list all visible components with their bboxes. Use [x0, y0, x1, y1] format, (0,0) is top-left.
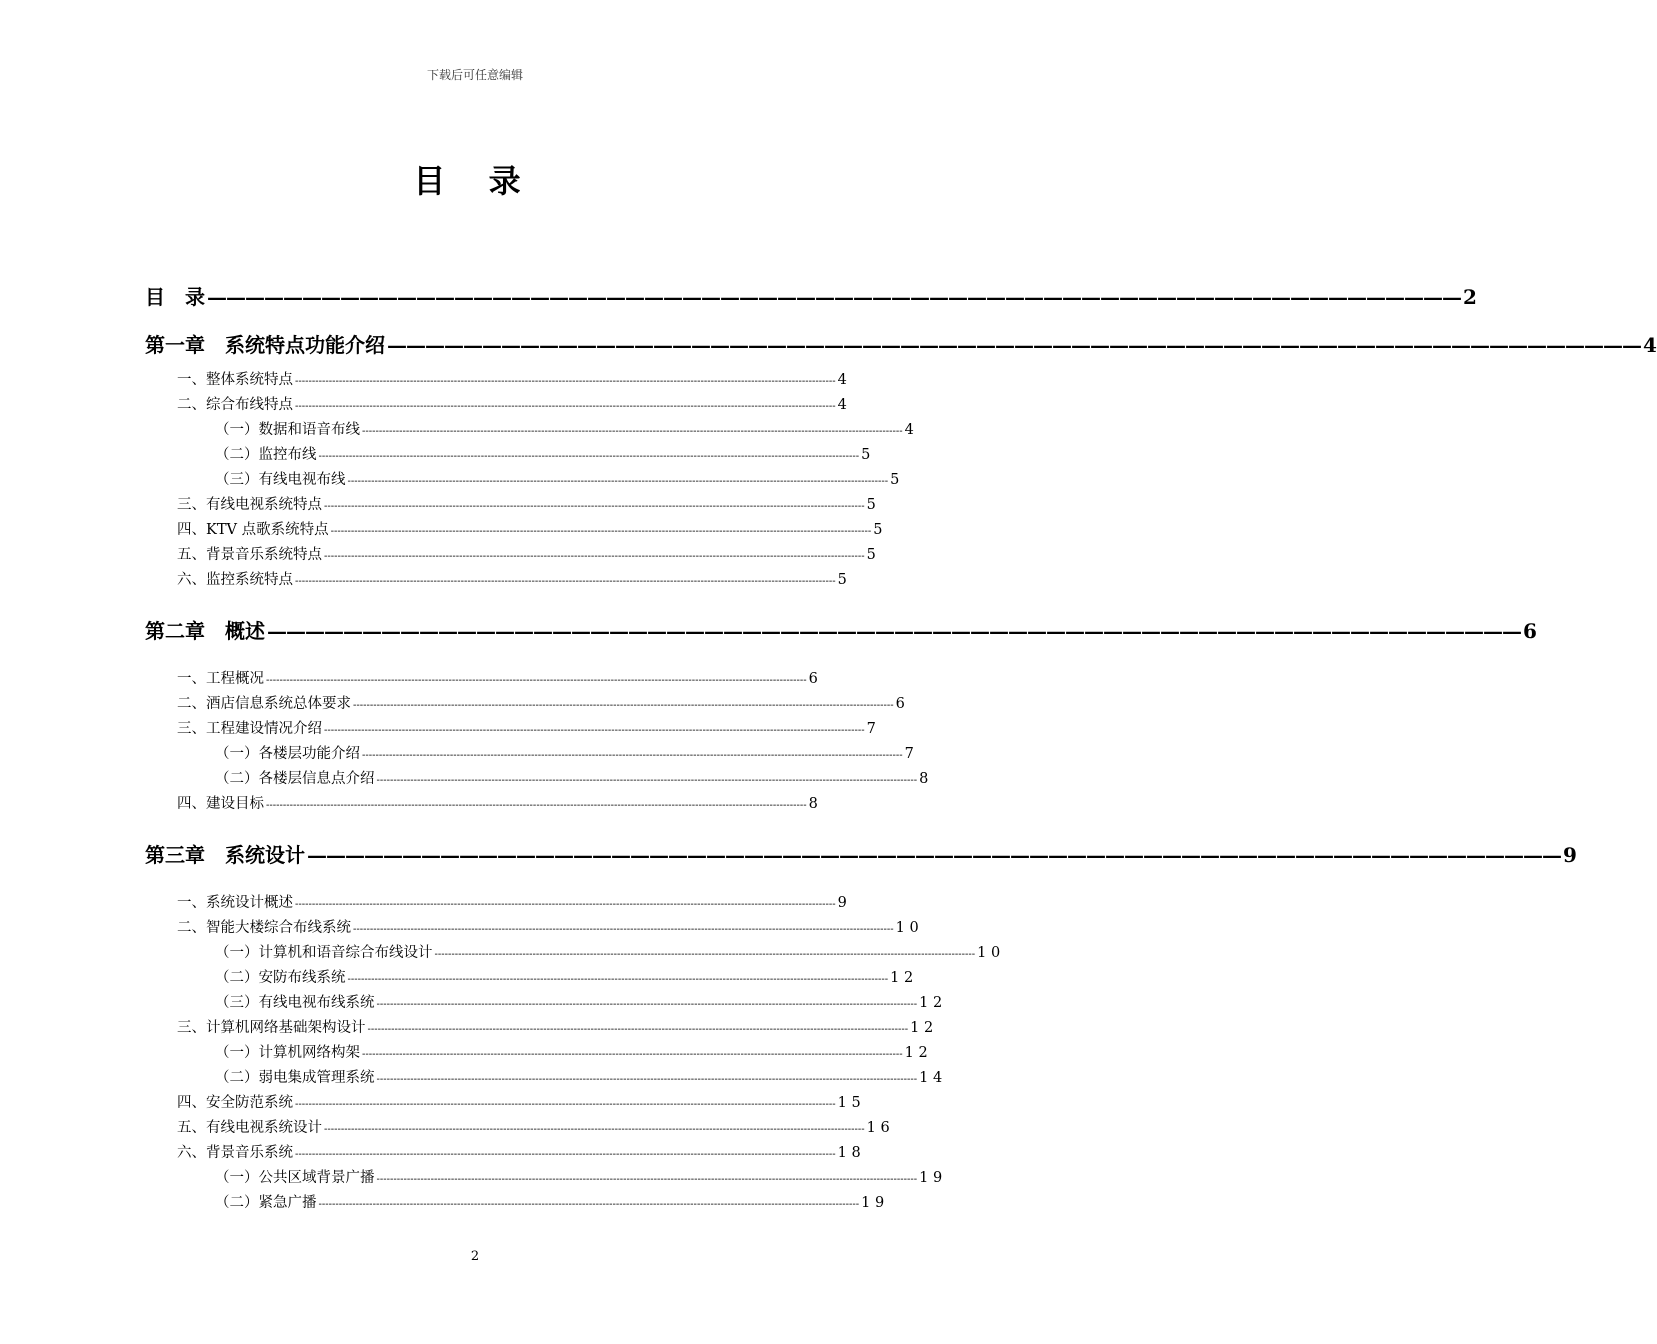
toc-page-number: 5: [861, 447, 871, 463]
toc-page-number: 4: [904, 422, 914, 438]
document-title: 目 录: [413, 162, 537, 200]
dot-leader: ----------------------------------------------------------------------------------------------------------------------------------------------------------------: [295, 1099, 836, 1110]
toc-entry[interactable]: （三）有线电视布线系统 ---------------------------------------------------------------------------------------------------------------------------------------------------------------- 1 2: [215, 995, 943, 1011]
toc-entry[interactable]: （二）弱电集成管理系统 ---------------------------------------------------------------------------------------------------------------------------------------------------------------- 1 4: [215, 1070, 943, 1086]
toc-entry[interactable]: 三、有线电视系统特点 ---------------------------------------------------------------------------------------------------------------------------------------------------------------- 5: [177, 497, 876, 513]
toc-entry[interactable]: 一、系统设计概述 ---------------------------------------------------------------------------------------------------------------------------------------------------------------- 9: [177, 895, 847, 911]
dot-leader: ——————————————————————————————————————————————————————————————————: [267, 619, 1521, 643]
toc-page-number: 1 2: [919, 995, 943, 1011]
dot-leader: ----------------------------------------------------------------------------------------------------------------------------------------------------------------: [367, 1024, 909, 1035]
dot-leader: ----------------------------------------------------------------------------------------------------------------------------------------------------------------: [353, 924, 894, 935]
dot-leader: ----------------------------------------------------------------------------------------------------------------------------------------------------------------: [295, 576, 836, 587]
toc-page-number: 1 9: [861, 1195, 885, 1211]
toc-entry[interactable]: 六、监控系统特点 ---------------------------------------------------------------------------------------------------------------------------------------------------------------- 5: [177, 572, 847, 588]
toc-page-number: 9: [837, 895, 847, 911]
toc-entry[interactable]: （一）计算机和语音综合布线设计 ---------------------------------------------------------------------------------------------------------------------------------------------------------------- 1 0: [215, 945, 1001, 961]
toc-page-number: 1 5: [837, 1095, 861, 1111]
toc-entry[interactable]: 三、工程建设情况介绍 ---------------------------------------------------------------------------------------------------------------------------------------------------------------- 7: [177, 721, 876, 737]
dot-leader: ----------------------------------------------------------------------------------------------------------------------------------------------------------------: [295, 376, 836, 387]
toc-page-number: 4: [837, 397, 847, 413]
toc-page-number: 1 9: [919, 1170, 943, 1186]
dot-leader: ----------------------------------------------------------------------------------------------------------------------------------------------------------------: [376, 999, 918, 1010]
toc-page-number: 1 6: [866, 1120, 890, 1136]
toc-entry[interactable]: 一、整体系统特点 ---------------------------------------------------------------------------------------------------------------------------------------------------------------- 4: [177, 372, 847, 388]
toc-page-number: 7: [904, 746, 914, 762]
dot-leader: ----------------------------------------------------------------------------------------------------------------------------------------------------------------: [324, 501, 865, 512]
toc-page-number: 5: [866, 497, 876, 513]
toc-entry[interactable]: 二、综合布线特点 ---------------------------------------------------------------------------------------------------------------------------------------------------------------- 4: [177, 397, 847, 413]
toc-entry[interactable]: 第二章 概述 —————————————————————————————————————————————————————————————————— 6: [145, 619, 1537, 643]
toc-entry[interactable]: 第一章 系统特点功能介绍 —————————————————————————————————————————————————————————————————— 4: [145, 333, 1657, 357]
toc-page-number: 5: [873, 522, 883, 538]
toc-page-number: 8: [808, 796, 818, 812]
toc-entry[interactable]: （二）安防布线系统 ---------------------------------------------------------------------------------------------------------------------------------------------------------------- 1 2: [215, 970, 914, 986]
toc-entry[interactable]: 五、背景音乐系统特点 ---------------------------------------------------------------------------------------------------------------------------------------------------------------- 5: [177, 547, 876, 563]
dot-leader: ----------------------------------------------------------------------------------------------------------------------------------------------------------------: [295, 1149, 836, 1160]
toc-entry[interactable]: （一）计算机网络构架 ---------------------------------------------------------------------------------------------------------------------------------------------------------------- 1 2: [215, 1045, 928, 1061]
toc-page-number: 9: [1563, 843, 1577, 867]
dot-leader: ----------------------------------------------------------------------------------------------------------------------------------------------------------------: [318, 451, 860, 462]
toc-page-number: 1 4: [919, 1070, 943, 1086]
toc-page-number: 6: [808, 671, 818, 687]
dot-leader: ----------------------------------------------------------------------------------------------------------------------------------------------------------------: [330, 526, 872, 537]
dot-leader: ----------------------------------------------------------------------------------------------------------------------------------------------------------------: [324, 725, 865, 736]
toc-page-number: 7: [866, 721, 876, 737]
toc-page-number: 1 2: [904, 1045, 928, 1061]
toc-entry[interactable]: 一、工程概况 ---------------------------------------------------------------------------------------------------------------------------------------------------------------- 6: [177, 671, 818, 687]
page-number: 2: [470, 1249, 480, 1264]
dot-leader: ----------------------------------------------------------------------------------------------------------------------------------------------------------------: [434, 949, 976, 960]
dot-leader: ----------------------------------------------------------------------------------------------------------------------------------------------------------------: [295, 899, 836, 910]
toc-page-number: 1 0: [977, 945, 1001, 961]
dot-leader: ----------------------------------------------------------------------------------------------------------------------------------------------------------------: [318, 1199, 860, 1210]
toc-entry[interactable]: 目 录 —————————————————————————————————————————————————————————————————— 2: [145, 285, 1477, 309]
page-header: 下载后可任意编辑: [426, 68, 523, 82]
toc-entry[interactable]: （一）数据和语音布线 ---------------------------------------------------------------------------------------------------------------------------------------------------------------- 4: [215, 422, 914, 438]
toc-entry[interactable]: 二、智能大楼综合布线系统 ---------------------------------------------------------------------------------------------------------------------------------------------------------------- 1 0: [177, 920, 919, 936]
toc-page-number: 1 2: [910, 1020, 934, 1036]
toc-page-number: 5: [866, 547, 876, 563]
toc-entry[interactable]: 四、KTV 点歌系统特点 ---------------------------------------------------------------------------------------------------------------------------------------------------------------- 5: [177, 522, 883, 538]
toc-entry[interactable]: （二）各楼层信息点介绍 ---------------------------------------------------------------------------------------------------------------------------------------------------------------- 8: [215, 771, 929, 787]
toc-page-number: 1 8: [837, 1145, 861, 1161]
toc-page-number: 1 0: [895, 920, 919, 936]
toc-entry[interactable]: 三、计算机网络基础架构设计 ---------------------------------------------------------------------------------------------------------------------------------------------------------------- 1 2: [177, 1020, 934, 1036]
toc-page-number: 1 2: [890, 970, 914, 986]
dot-leader: ----------------------------------------------------------------------------------------------------------------------------------------------------------------: [324, 1124, 865, 1135]
toc-entry[interactable]: （一）各楼层功能介绍 ---------------------------------------------------------------------------------------------------------------------------------------------------------------- 7: [215, 746, 914, 762]
dot-leader: ----------------------------------------------------------------------------------------------------------------------------------------------------------------: [362, 426, 903, 437]
toc-entry[interactable]: 四、安全防范系统 ---------------------------------------------------------------------------------------------------------------------------------------------------------------- 1 5: [177, 1095, 861, 1111]
toc-entry[interactable]: （一）公共区域背景广播 ---------------------------------------------------------------------------------------------------------------------------------------------------------------- 1 9: [215, 1170, 943, 1186]
dot-leader: ----------------------------------------------------------------------------------------------------------------------------------------------------------------: [266, 675, 807, 686]
toc-entry[interactable]: 第三章 系统设计 —————————————————————————————————————————————————————————————————— 9: [145, 843, 1577, 867]
dot-leader: ----------------------------------------------------------------------------------------------------------------------------------------------------------------: [347, 476, 889, 487]
dot-leader: ----------------------------------------------------------------------------------------------------------------------------------------------------------------: [347, 974, 889, 985]
dot-leader: ——————————————————————————————————————————————————————————————————: [387, 333, 1641, 357]
dot-leader: ----------------------------------------------------------------------------------------------------------------------------------------------------------------: [376, 1174, 918, 1185]
toc-entry[interactable]: 二、酒店信息系统总体要求 ---------------------------------------------------------------------------------------------------------------------------------------------------------------- 6: [177, 696, 905, 712]
dot-leader: ----------------------------------------------------------------------------------------------------------------------------------------------------------------: [376, 1074, 918, 1085]
toc-page-number: 5: [890, 472, 900, 488]
toc-page-number: 6: [895, 696, 905, 712]
toc-entry[interactable]: （二）紧急广播 ---------------------------------------------------------------------------------------------------------------------------------------------------------------- 1 9: [215, 1195, 885, 1211]
dot-leader: ----------------------------------------------------------------------------------------------------------------------------------------------------------------: [362, 1049, 903, 1060]
toc-entry[interactable]: 四、建设目标 ---------------------------------------------------------------------------------------------------------------------------------------------------------------- 8: [177, 796, 818, 812]
dot-leader: ----------------------------------------------------------------------------------------------------------------------------------------------------------------: [266, 800, 807, 811]
dot-leader: ----------------------------------------------------------------------------------------------------------------------------------------------------------------: [295, 401, 836, 412]
dot-leader: ——————————————————————————————————————————————————————————————————: [207, 285, 1461, 309]
toc-entry[interactable]: （三）有线电视布线 ---------------------------------------------------------------------------------------------------------------------------------------------------------------- 5: [215, 472, 900, 488]
dot-leader: ----------------------------------------------------------------------------------------------------------------------------------------------------------------: [353, 700, 894, 711]
toc-entry[interactable]: 六、背景音乐系统 ---------------------------------------------------------------------------------------------------------------------------------------------------------------- 1 8: [177, 1145, 861, 1161]
toc-page-number: 4: [837, 372, 847, 388]
toc-entry[interactable]: （二）监控布线 ---------------------------------------------------------------------------------------------------------------------------------------------------------------- 5: [215, 447, 871, 463]
dot-leader: ——————————————————————————————————————————————————————————————————: [307, 843, 1561, 867]
toc-page-number: 5: [837, 572, 847, 588]
dot-leader: ----------------------------------------------------------------------------------------------------------------------------------------------------------------: [324, 551, 865, 562]
toc-page-number: 2: [1463, 285, 1477, 309]
dot-leader: ----------------------------------------------------------------------------------------------------------------------------------------------------------------: [376, 775, 918, 786]
toc-page-number: 6: [1523, 619, 1537, 643]
toc-entry[interactable]: 五、有线电视系统设计 ---------------------------------------------------------------------------------------------------------------------------------------------------------------- 1 6: [177, 1120, 890, 1136]
dot-leader: ----------------------------------------------------------------------------------------------------------------------------------------------------------------: [362, 750, 903, 761]
toc-page-number: 4: [1643, 333, 1657, 357]
toc-page-number: 8: [919, 771, 929, 787]
